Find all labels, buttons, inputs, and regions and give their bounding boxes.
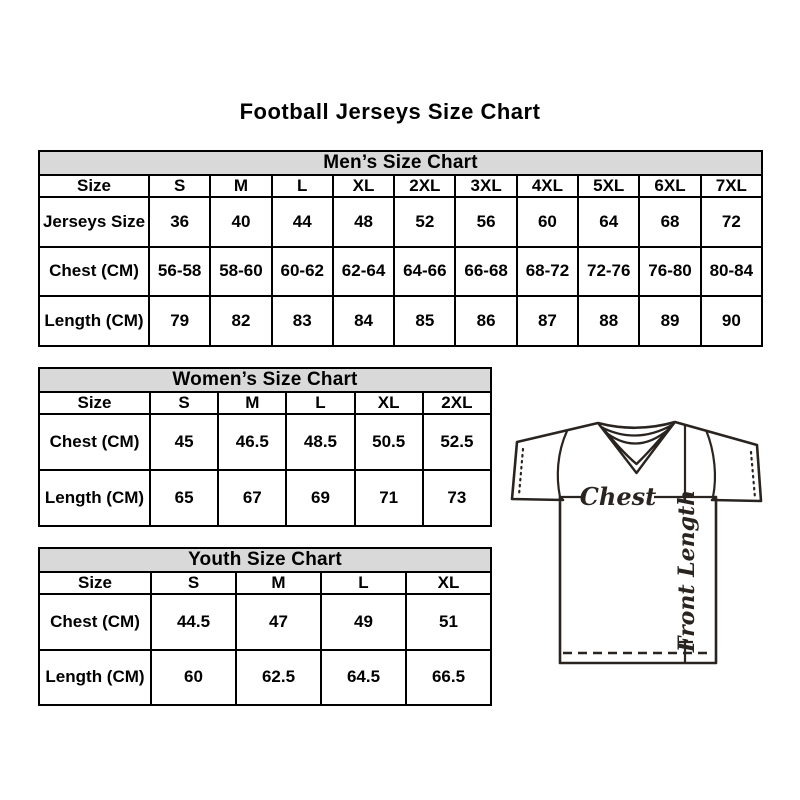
men-row-label: Jerseys Size: [39, 197, 149, 247]
men-header-row: [39, 175, 762, 197]
women-size-column-header: M: [218, 392, 286, 414]
women-row-label: Chest (CM): [39, 414, 150, 470]
men-table-row: [39, 197, 762, 247]
men-value-cell: 86: [455, 296, 516, 346]
men-value-cell: 89: [639, 296, 700, 346]
men-table-row: [39, 247, 762, 297]
men-value-cell: 82: [210, 296, 271, 346]
youth-size-label-header: Size: [39, 572, 151, 594]
youth-size-table: [38, 547, 492, 706]
youth-table-row: [39, 594, 491, 650]
men-value-cell: 80-84: [701, 247, 762, 297]
men-value-cell: 44: [272, 197, 333, 247]
women-value-cell: 71: [355, 470, 423, 526]
men-size-column-header: M: [210, 175, 271, 197]
men-value-cell: 72-76: [578, 247, 639, 297]
women-value-cell: 65: [150, 470, 218, 526]
women-size-column-header: S: [150, 392, 218, 414]
youth-value-cell: 66.5: [406, 650, 491, 706]
women-size-column-header: XL: [355, 392, 423, 414]
men-value-cell: 84: [333, 296, 394, 346]
women-value-cell: 45: [150, 414, 218, 470]
jersey-outline: [512, 422, 761, 663]
men-size-column-header: 5XL: [578, 175, 639, 197]
men-value-cell: 60: [517, 197, 578, 247]
men-table-row: [39, 296, 762, 346]
men-value-cell: 66-68: [455, 247, 516, 297]
women-value-cell: 69: [286, 470, 354, 526]
sleeve-seam-right: [706, 430, 715, 497]
women-table-row: [39, 470, 491, 526]
men-value-cell: 87: [517, 296, 578, 346]
front-length-label: Front Length: [674, 489, 700, 653]
men-value-cell: 58-60: [210, 247, 271, 297]
men-row-label: Length (CM): [39, 296, 149, 346]
men-table-title: Men’s Size Chart: [39, 151, 762, 175]
men-size-column-header: L: [272, 175, 333, 197]
men-value-cell: 85: [394, 296, 455, 346]
youth-table-title: Youth Size Chart: [39, 548, 491, 572]
youth-value-cell: 51: [406, 594, 491, 650]
men-value-cell: 60-62: [272, 247, 333, 297]
youth-size-column-header: M: [236, 572, 321, 594]
men-value-cell: 72: [701, 197, 762, 247]
youth-value-cell: 44.5: [151, 594, 236, 650]
women-table-title: Women’s Size Chart: [39, 368, 491, 392]
mens-size-table: [38, 150, 763, 347]
youth-value-cell: 62.5: [236, 650, 321, 706]
youth-row-label: Chest (CM): [39, 594, 151, 650]
men-size-column-header: 7XL: [701, 175, 762, 197]
sleeve-seam-left: [558, 431, 567, 497]
men-value-cell: 56-58: [149, 247, 210, 297]
men-value-cell: 48: [333, 197, 394, 247]
men-size-column-header: 6XL: [639, 175, 700, 197]
men-value-cell: 76-80: [639, 247, 700, 297]
men-size-column-header: 2XL: [394, 175, 455, 197]
womens-size-table: [38, 367, 492, 527]
men-size-column-header: 3XL: [455, 175, 516, 197]
men-value-cell: 36: [149, 197, 210, 247]
men-value-cell: 64-66: [394, 247, 455, 297]
men-size-column-header: 4XL: [517, 175, 578, 197]
youth-size-column-header: XL: [406, 572, 491, 594]
men-size-column-header: XL: [333, 175, 394, 197]
chest-label: Chest: [579, 482, 657, 511]
men-size-label-header: Size: [39, 175, 149, 197]
men-size-column-header: S: [149, 175, 210, 197]
jersey-measurement-diagram: [505, 403, 777, 683]
women-table-row: [39, 414, 491, 470]
men-value-cell: 68: [639, 197, 700, 247]
women-value-cell: 48.5: [286, 414, 354, 470]
women-value-cell: 67: [218, 470, 286, 526]
women-header-row: [39, 392, 491, 414]
men-value-cell: 62-64: [333, 247, 394, 297]
men-value-cell: 40: [210, 197, 271, 247]
men-row-label: Chest (CM): [39, 247, 149, 297]
women-value-cell: 73: [423, 470, 491, 526]
cuff-stitch-left-icon: [519, 449, 523, 495]
women-row-label: Length (CM): [39, 470, 150, 526]
men-value-cell: 64: [578, 197, 639, 247]
youth-value-cell: 64.5: [321, 650, 406, 706]
men-value-cell: 90: [701, 296, 762, 346]
cuff-stitch-right-icon: [751, 452, 755, 498]
women-size-column-header: L: [286, 392, 354, 414]
youth-value-cell: 60: [151, 650, 236, 706]
women-value-cell: 50.5: [355, 414, 423, 470]
men-value-cell: 88: [578, 296, 639, 346]
youth-table-row: [39, 650, 491, 706]
men-value-cell: 68-72: [517, 247, 578, 297]
men-value-cell: 56: [455, 197, 516, 247]
women-value-cell: 52.5: [423, 414, 491, 470]
page-title: Football Jerseys Size Chart: [239, 99, 541, 124]
women-size-label-header: Size: [39, 392, 150, 414]
men-value-cell: 79: [149, 296, 210, 346]
youth-value-cell: 49: [321, 594, 406, 650]
youth-size-column-header: L: [321, 572, 406, 594]
youth-row-label: Length (CM): [39, 650, 151, 706]
men-value-cell: 83: [272, 296, 333, 346]
youth-size-column-header: S: [151, 572, 236, 594]
youth-header-row: [39, 572, 491, 594]
women-size-column-header: 2XL: [423, 392, 491, 414]
men-value-cell: 52: [394, 197, 455, 247]
youth-value-cell: 47: [236, 594, 321, 650]
women-value-cell: 46.5: [218, 414, 286, 470]
